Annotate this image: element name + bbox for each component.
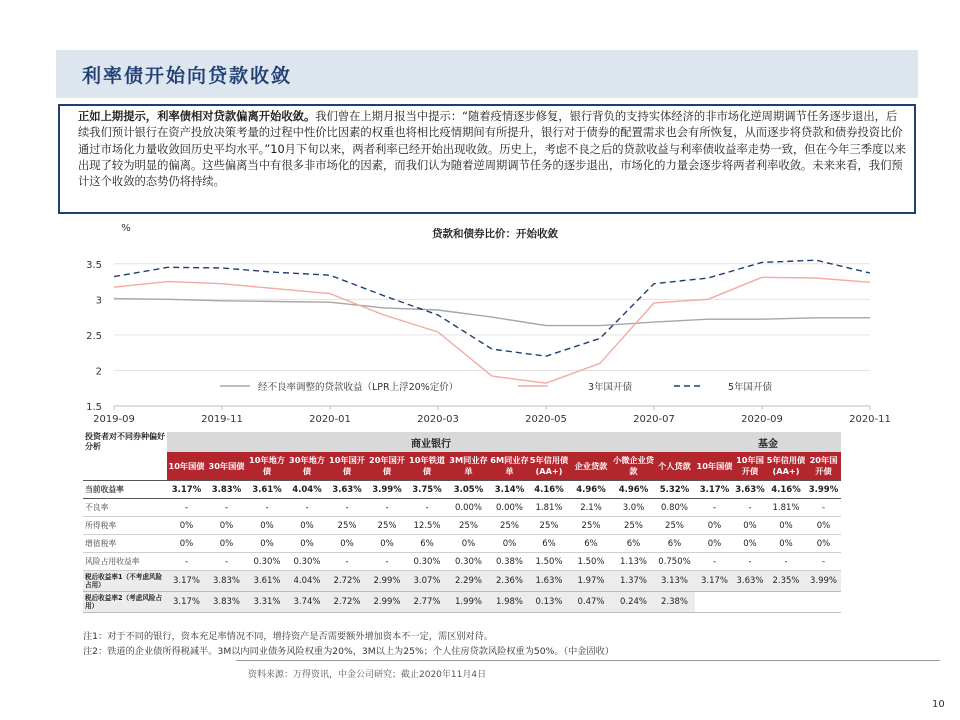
header-blank-cell	[83, 452, 167, 481]
table-cell: 3.31%	[247, 592, 287, 613]
table-body	[83, 481, 841, 613]
table-cell: 1.99%	[447, 592, 490, 613]
table-row	[83, 592, 841, 613]
table-cell: 3.99%	[367, 481, 407, 499]
table-cell: 0.750%	[654, 553, 695, 571]
table-cell: -	[287, 499, 327, 517]
table-cell: 0%	[287, 517, 327, 535]
column-header: 小微企业贷款	[613, 452, 654, 481]
table-cell: 1.50%	[529, 553, 569, 571]
legend-label: 5年国开债	[728, 382, 773, 393]
table-cell: 6%	[654, 535, 695, 553]
column-header: 5年信用债(AA+)	[766, 452, 806, 481]
column-header: 个人贷款	[654, 452, 695, 481]
x-tick-label: 2019-11	[201, 414, 243, 425]
table-cell: 25%	[569, 517, 613, 535]
table-cell: 2.29%	[447, 571, 490, 592]
column-header: 20年国开债	[367, 452, 407, 481]
table-cell: 0.30%	[247, 553, 287, 571]
table-cell	[734, 592, 766, 613]
table-cell: -	[695, 499, 734, 517]
table-cell: -	[407, 499, 447, 517]
table-cell: 0%	[167, 517, 206, 535]
column-header: 30年地方债	[287, 452, 327, 481]
table-cell: 3.83%	[206, 481, 247, 499]
page-number: 10	[932, 699, 945, 710]
x-tick-label: 2020-01	[309, 414, 351, 425]
table-cell: 4.16%	[766, 481, 806, 499]
table-cell: 3.05%	[447, 481, 490, 499]
table-cell: 2.72%	[327, 592, 367, 613]
source-divider	[236, 660, 940, 661]
legend-label: 经不良率调整的贷款收益（LPR上浮20%定价）	[258, 382, 459, 393]
table-cell: 0%	[206, 535, 247, 553]
table-cell: 0.30%	[447, 553, 490, 571]
table-cell: 3.83%	[206, 571, 247, 592]
table-cell: -	[367, 553, 407, 571]
table-cell: -	[167, 499, 206, 517]
x-tick-label: 2020-07	[633, 414, 675, 425]
table-cell: 25%	[529, 517, 569, 535]
table-cell: 3.14%	[490, 481, 529, 499]
table-cell: 0%	[766, 535, 806, 553]
table-cell: 3.61%	[247, 571, 287, 592]
table-cell: -	[206, 499, 247, 517]
table-cell: 1.81%	[766, 499, 806, 517]
table-cell: 0.30%	[407, 553, 447, 571]
table-cell: 3.0%	[613, 499, 654, 517]
summary-lead: 正如上期提示，利率债相对贷款偏离开始收敛。	[78, 110, 316, 123]
table-cell: 3.63%	[734, 571, 766, 592]
table-cell: 2.99%	[367, 592, 407, 613]
column-header: 10年国开债	[734, 452, 766, 481]
table-cell: 0%	[695, 535, 734, 553]
table-cell: 4.16%	[529, 481, 569, 499]
column-header: 6M同业存单	[490, 452, 529, 481]
table-cell: 0%	[447, 535, 490, 553]
table-cell: 25%	[613, 517, 654, 535]
column-header: 10年国债	[695, 452, 734, 481]
table-cell: 6%	[613, 535, 654, 553]
y-tick-label: 3	[95, 295, 102, 307]
x-tick-label: 2020-03	[417, 414, 459, 425]
table-cell: 0%	[327, 535, 367, 553]
table-cell: 1.50%	[569, 553, 613, 571]
table-cell: 3.75%	[407, 481, 447, 499]
table-cell: 3.07%	[407, 571, 447, 592]
table-cell: -	[766, 553, 806, 571]
row-label: 税后收益率1（不考虑风险占用）	[83, 571, 167, 592]
table-cell: 4.96%	[613, 481, 654, 499]
table-cell: 0.80%	[654, 499, 695, 517]
table-cell: 0.00%	[490, 499, 529, 517]
column-header: 30年国债	[206, 452, 247, 481]
table-cell: 1.37%	[613, 571, 654, 592]
chart-title: 贷款和债券比价：开始收敛	[432, 228, 558, 240]
table-cell: 0%	[247, 517, 287, 535]
table-cell: -	[247, 499, 287, 517]
table-cell: 3.17%	[167, 481, 206, 499]
table-cell: 3.61%	[247, 481, 287, 499]
x-tick-label: 2020-05	[525, 414, 567, 425]
table-cell: 12.5%	[407, 517, 447, 535]
row-label: 风险占用收益率	[83, 553, 167, 571]
table-cell: 2.36%	[490, 571, 529, 592]
row-label: 当前收益率	[83, 481, 167, 499]
table-cell: 0%	[490, 535, 529, 553]
y-axis-tick-labels	[86, 260, 102, 413]
table-cell: 0.24%	[613, 592, 654, 613]
column-header: 5年信用债(AA+)	[529, 452, 569, 481]
y-axis-unit: %	[121, 223, 131, 234]
group-commercial-bank: 商业银行	[167, 432, 695, 452]
table-cell: 25%	[367, 517, 407, 535]
column-header: 企业贷款	[569, 452, 613, 481]
table-cell: 4.04%	[287, 571, 327, 592]
table-cell: 0%	[695, 517, 734, 535]
column-header: 3M同业存单	[447, 452, 490, 481]
table-cell: -	[167, 553, 206, 571]
table-cell: -	[206, 553, 247, 571]
table-cell: 3.17%	[167, 571, 206, 592]
table-cell: 2.38%	[654, 592, 695, 613]
column-header: 10年国开债	[327, 452, 367, 481]
table-cell: 3.17%	[695, 571, 734, 592]
table-cell: 2.99%	[367, 571, 407, 592]
column-header: 10年铁道债	[407, 452, 447, 481]
summary-box	[58, 104, 916, 214]
table-cell: 2.35%	[766, 571, 806, 592]
table-cell: 0.13%	[529, 592, 569, 613]
table-cell: 3.99%	[806, 481, 841, 499]
table-row	[83, 481, 841, 499]
footnote-2: 注2：铁道的企业债所得税减半。3M以内同业债务风险权重为20%，3M以上为25%；个人住房贷款风险权重为50%。（中金固收）	[83, 646, 615, 657]
table-cell: 6%	[529, 535, 569, 553]
table-cell: 1.81%	[529, 499, 569, 517]
yield-comparison-chart	[70, 218, 900, 430]
column-header: 20年国开债	[806, 452, 841, 481]
table-cell: 3.63%	[734, 481, 766, 499]
table-cell: 0%	[367, 535, 407, 553]
table-cell: 1.13%	[613, 553, 654, 571]
table-cell: 0%	[806, 517, 841, 535]
table-cell: 2.77%	[407, 592, 447, 613]
title-bar	[56, 50, 918, 98]
table-cell: -	[367, 499, 407, 517]
table-row	[83, 553, 841, 571]
table-cell	[695, 592, 734, 613]
row-label: 增值税率	[83, 535, 167, 553]
table-corner-label: 投资者对不同券种偏好分析	[85, 432, 165, 451]
y-tick-label: 1.5	[86, 402, 102, 413]
table-cell: 6%	[569, 535, 613, 553]
chart-legend	[220, 381, 773, 393]
table-cell: -	[806, 499, 841, 517]
series-line	[114, 260, 870, 356]
summary-body: 我们曾在上期月报当中提示：“随着疫情逐步修复，银行背负的支持实体经济的非市场化逆周期调节任务逐步退出，后续我们预计银行在资产投放决策考量的过程中性价比因素的权重也将相比疫情期间有所提升，银行对于债券的配置需求也会有所恢复，从而逐步将贷款和债券投资比价通过市场化力量收敛回历史平均水平。”10月下旬以来，两者利率已经开始出现收敛。历史上，考虑不良之后的贷款收益与利率债收益率走势一致，但在今年三季度以来出现了较为明显的偏离。这些偏离当中有很多非市场化的因素，而我们认为随着逆周期调节任务的逐步退出，市场化的力量会逐步将两者利率收敛。未来来看，我们预计这个收敛的态势仍将持续。	[78, 110, 906, 189]
table-group-row	[83, 432, 841, 452]
group-fund: 基金	[695, 432, 841, 452]
row-label: 所得税率	[83, 517, 167, 535]
table-cell: 2.1%	[569, 499, 613, 517]
table-cell: 3.99%	[806, 571, 841, 592]
table-cell: 0.47%	[569, 592, 613, 613]
table-cell: 1.63%	[529, 571, 569, 592]
table-cell: 25%	[447, 517, 490, 535]
table-cell: 4.96%	[569, 481, 613, 499]
column-header: 10年地方债	[247, 452, 287, 481]
investor-preference-table	[83, 432, 841, 613]
table-cell: 1.97%	[569, 571, 613, 592]
chart-series	[114, 260, 870, 383]
table-cell: 3.74%	[287, 592, 327, 613]
table-row	[83, 517, 841, 535]
x-tick-label: 2020-09	[741, 414, 783, 425]
series-line	[114, 277, 870, 383]
table-row	[83, 571, 841, 592]
x-tick-label: 2020-11	[849, 414, 891, 425]
row-label: 不良率	[83, 499, 167, 517]
table-cell: 25%	[654, 517, 695, 535]
table-cell: 5.32%	[654, 481, 695, 499]
x-axis-tick-labels	[93, 406, 891, 425]
table-cell: -	[734, 499, 766, 517]
table-cell: -	[695, 553, 734, 571]
footnote-1: 注1：对于不同的银行，资本充足率情况不同，增持资产是否需要额外增加资本不一定，需区别对待。	[83, 631, 494, 642]
page-title: 利率债开始向贷款收敛	[82, 65, 293, 87]
table-header-row	[83, 452, 841, 481]
table-cell: 1.98%	[490, 592, 529, 613]
table-cell: 4.04%	[287, 481, 327, 499]
table-cell: 0.30%	[287, 553, 327, 571]
table-cell: -	[327, 553, 367, 571]
source-note: 资料来源：万得资讯，中金公司研究；截止2020年11月4日	[248, 670, 487, 680]
table-cell: -	[734, 553, 766, 571]
table-cell: 0%	[734, 517, 766, 535]
table-cell: 3.17%	[695, 481, 734, 499]
table-cell: 0%	[167, 535, 206, 553]
table-cell: 3.63%	[327, 481, 367, 499]
table-cell: -	[327, 499, 367, 517]
series-line	[114, 299, 870, 326]
table-cell: 25%	[490, 517, 529, 535]
table-cell: 2.72%	[327, 571, 367, 592]
table-cell: 3.13%	[654, 571, 695, 592]
table-cell: -	[806, 553, 841, 571]
legend-label: 3年国开债	[588, 382, 633, 393]
table-cell: 0%	[206, 517, 247, 535]
row-label: 税后收益率2（考虑风险占用）	[83, 592, 167, 613]
table-cell: 25%	[327, 517, 367, 535]
table-cell: 6%	[407, 535, 447, 553]
table-cell: 3.83%	[206, 592, 247, 613]
column-header: 10年国债	[167, 452, 206, 481]
table-cell: 0%	[806, 535, 841, 553]
table-cell: 0%	[287, 535, 327, 553]
x-tick-label: 2019-09	[93, 414, 135, 425]
y-tick-label: 2	[95, 366, 102, 378]
table-cell: 0%	[247, 535, 287, 553]
table-cell: 3.17%	[167, 592, 206, 613]
table-cell: 0%	[766, 517, 806, 535]
table-row	[83, 535, 841, 553]
y-tick-label: 2.5	[86, 330, 102, 342]
table-cell	[806, 592, 841, 613]
y-tick-label: 3.5	[86, 259, 102, 271]
table-cell: 0.38%	[490, 553, 529, 571]
table-cell	[766, 592, 806, 613]
table-cell: 0.00%	[447, 499, 490, 517]
table-cell: 0%	[734, 535, 766, 553]
table-row	[83, 499, 841, 517]
